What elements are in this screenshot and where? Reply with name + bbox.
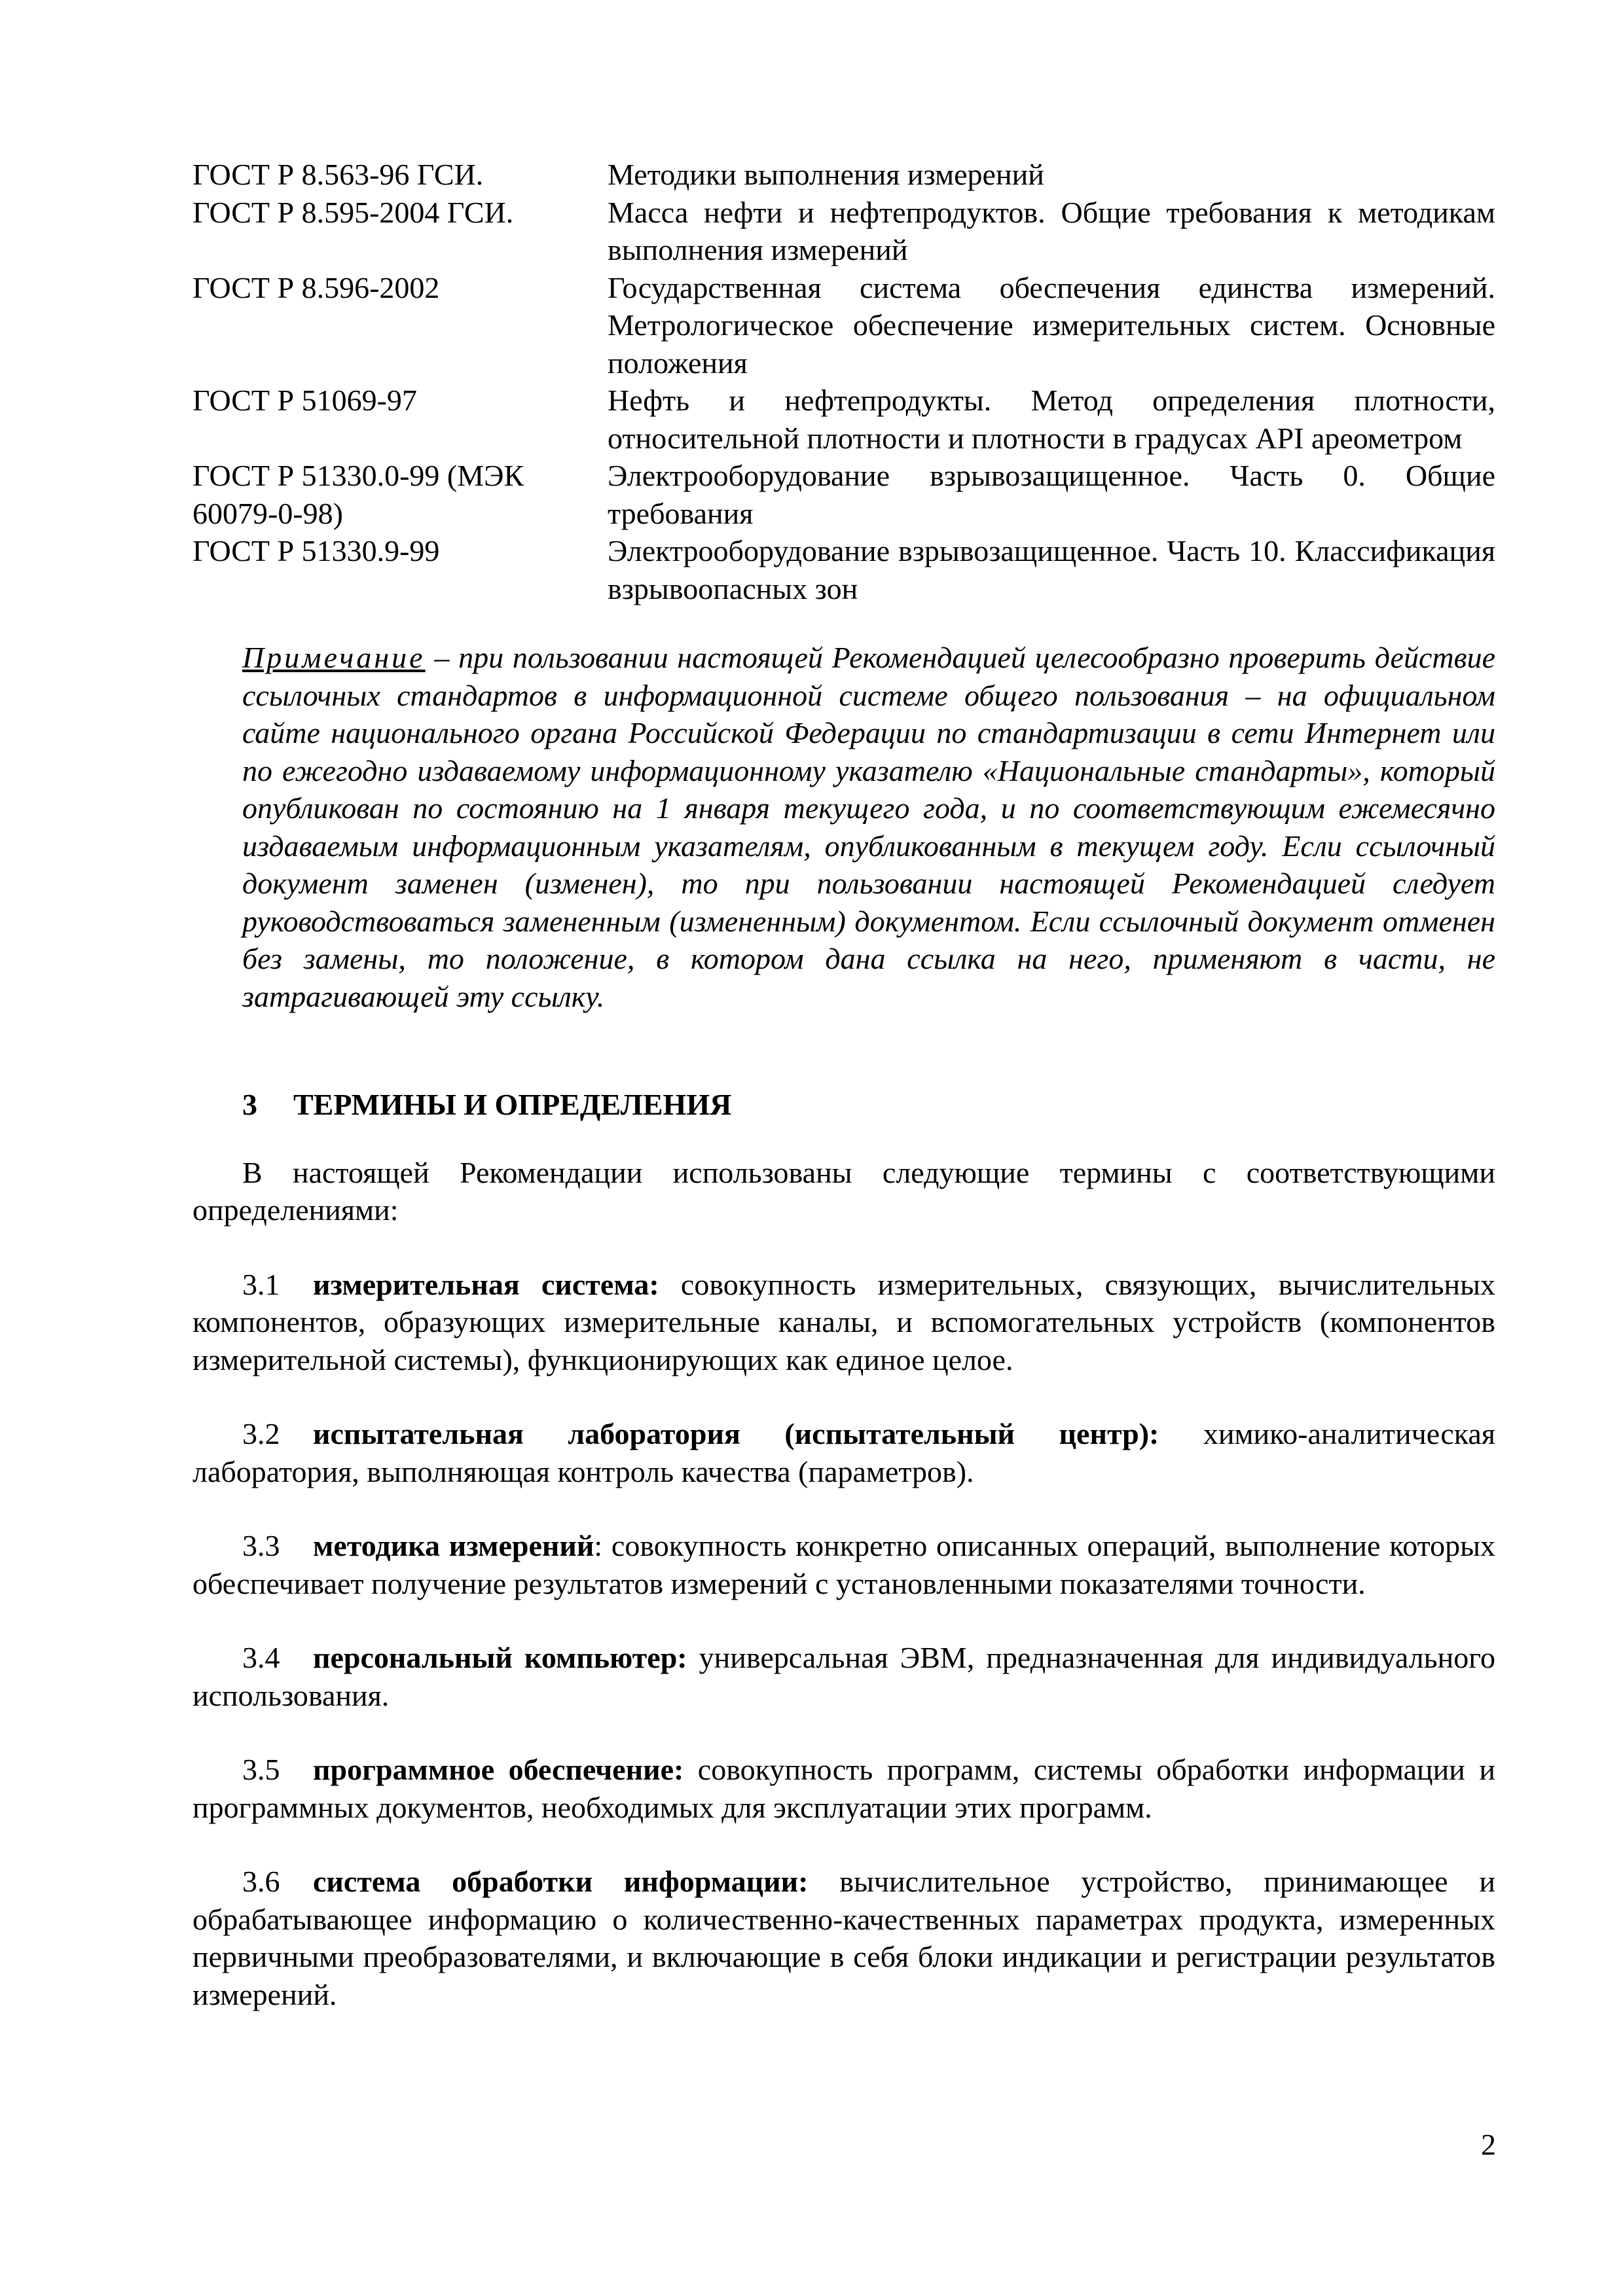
term-text: вычислительное устройство, принимающее и обрабатывающее информацию о количественно-качественных параметрах продукта, измеренных первичными преобразователями, и включающие в себя блоки индикации и регистрации результатов измерений. <box>192 1865 1495 2011</box>
term-number: 3.4 <box>242 1641 280 1674</box>
term-definition <box>192 1639 1495 1714</box>
section-number: 3 <box>242 1088 257 1121</box>
reference-row <box>192 382 1495 457</box>
reference-row <box>192 156 1495 194</box>
reference-row <box>192 269 1495 382</box>
term-name: программное обеспечение: <box>313 1753 684 1786</box>
term-definition <box>192 1527 1495 1602</box>
term-number: 3.3 <box>242 1529 280 1562</box>
page-number: 2 <box>1481 2128 1496 2161</box>
reference-code: ГОСТ Р 8.595-2004 ГСИ. <box>192 195 514 229</box>
reference-code: ГОСТ Р 8.596-2002 <box>192 270 440 304</box>
term-definition <box>192 1751 1495 1826</box>
section-heading <box>192 1086 1495 1124</box>
reference-description: Нефть и нефтепродукты. Метод определения плотности, относительной плотности и плотности в градусах API ареометром <box>608 384 1495 455</box>
reference-row <box>192 457 1495 532</box>
term-text: : совокупность конкретно описанных операций, выполнение которых обеспечивает получение результатов измерений с установленными показателями точности. <box>192 1529 1495 1600</box>
note-text: – при пользовании настоящей Рекомендацией целесообразно проверить действие ссылочных стандартов в информационной системе общего пользования – на официальном сайте национального органа Российской Федерации по стандартизации в сети Интернет или по ежегодно издаваемому информационному указателю «Национальные стандарты», который опубликован по состоянию на 1 января текущего года, и по соответствующим ежемесячно издаваемым информационным указателям, опубликованным в текущем году. Если ссылочный документ заменен (изменен), то при пользовании настоящей Рекомендацией следует руководствоваться замененным (измененным) документом. Если ссылочный документ отменен без замены, то положение, в котором дана ссылка на него, применяют в части, не затрагивающей эту ссылку. <box>242 641 1495 1013</box>
term-definition <box>192 1266 1495 1379</box>
term-definition <box>192 1863 1495 2013</box>
term-text: химико-аналитическая лаборатория, выполняющая контроль качества (параметров). <box>192 1417 1495 1488</box>
page-content <box>192 156 1495 2013</box>
reference-description: Электрооборудование взрывозащищенное. Часть 0. Общие требования <box>608 459 1495 530</box>
normative-references-table <box>192 156 1495 607</box>
term-name: испытательная лаборатория (испытательный центр): <box>313 1417 1159 1450</box>
reference-row <box>192 194 1495 269</box>
term-text: совокупность программ, системы обработки информации и программных документов, необходимых для эксплуатации этих программ. <box>192 1753 1496 1824</box>
section-title: ТЕРМИНЫ И ОПРЕДЕЛЕНИЯ <box>293 1088 732 1121</box>
term-number: 3.1 <box>242 1267 280 1301</box>
term-number: 3.5 <box>242 1753 280 1786</box>
reference-code: ГОСТ Р 8.563-96 ГСИ. <box>192 158 484 191</box>
term-name: измерительная система: <box>313 1267 659 1301</box>
term-name: методика измерений <box>313 1529 594 1562</box>
term-name: персональный компьютер: <box>313 1641 687 1674</box>
reference-code: ГОСТ Р 51069-97 <box>192 384 417 417</box>
section-intro: В настоящей Рекомендации использованы следующие термины с соответствующими определениями: <box>192 1155 1495 1227</box>
term-number: 3.6 <box>242 1865 280 1898</box>
reference-row <box>192 532 1495 607</box>
term-definition <box>192 1415 1495 1490</box>
reference-code: ГОСТ Р 51330.9-99 <box>192 534 440 567</box>
reference-description: Методики выполнения измерений <box>608 158 1044 191</box>
reference-description: Государственная система обеспечения единства измерений. Метрологическое обеспечение измерительных систем. Основные положения <box>608 270 1495 380</box>
term-text: совокупность измерительных, связующих, вычислительных компонентов, образующих измерительные каналы, и вспомогательных устройств (компонентов измерительной системы), функционирующих как единое целое. <box>192 1267 1496 1376</box>
note-label: Примечание <box>242 641 426 674</box>
note-paragraph <box>192 639 1495 1015</box>
reference-code: ГОСТ Р 51330.0-99 (МЭК 60079-0-98) <box>192 459 524 530</box>
reference-description: Масса нефти и нефтепродуктов. Общие требования к методикам выполнения измерений <box>608 195 1495 266</box>
reference-description: Электрооборудование взрывозащищенное. Часть 10. Классификация взрывоопасных зон <box>608 534 1495 605</box>
term-text: универсальная ЭВМ, предназначенная для индивидуального использования. <box>192 1641 1495 1712</box>
term-name: система обработки информации: <box>313 1865 809 1898</box>
term-number: 3.2 <box>242 1417 280 1450</box>
